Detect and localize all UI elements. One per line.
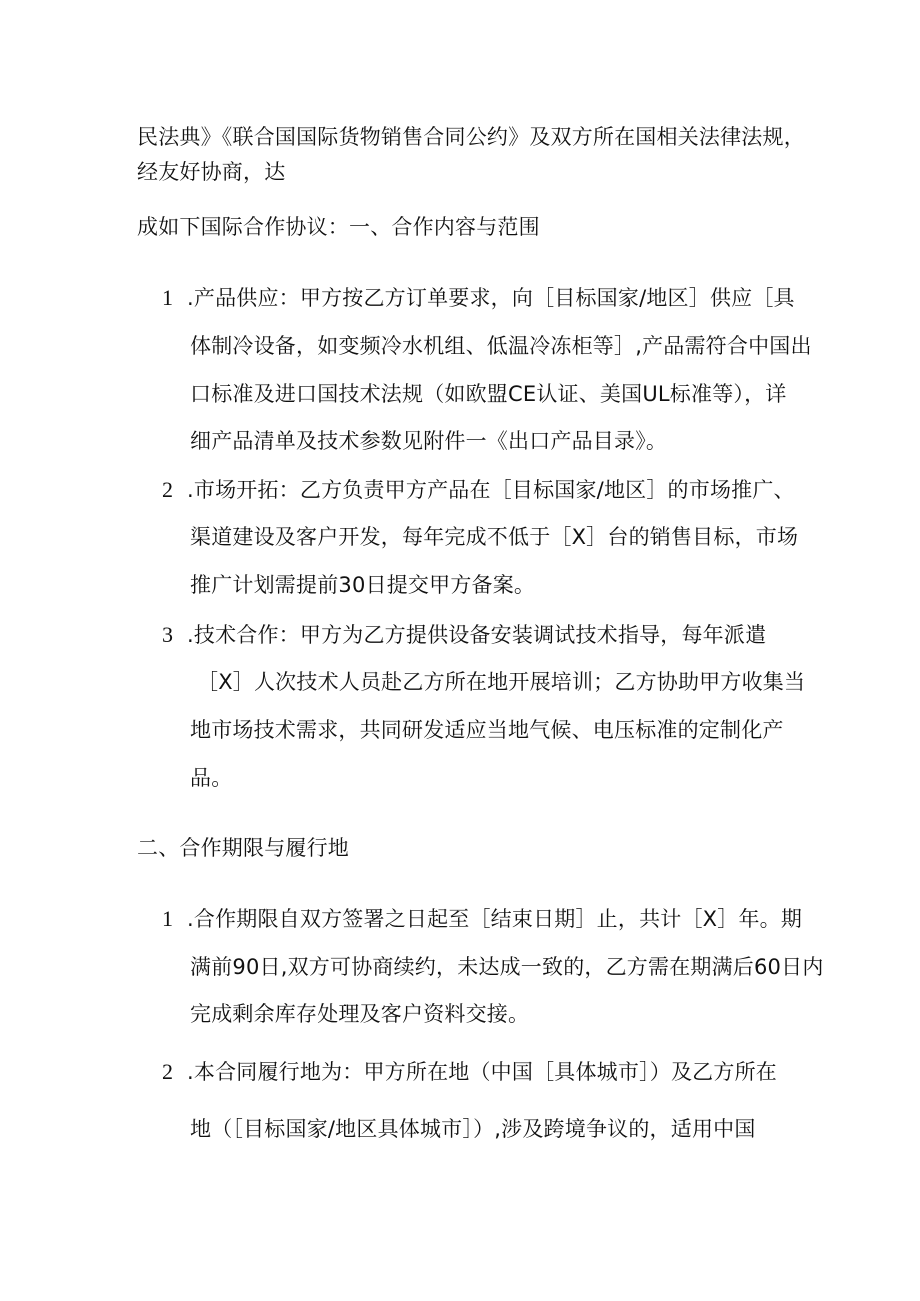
list-item-number: 1 — [162, 285, 173, 310]
section-heading: 二、合作期限与履行地 — [137, 836, 349, 860]
list-item-number: 3 — [162, 622, 173, 647]
intro-line-3: 成如下国际合作协议：一、合作内容与范围 — [137, 215, 540, 239]
list-item-line: .市场开拓：乙方负责甲方产品在［目标国家/地区］的市场推广、 — [187, 478, 795, 502]
list-item-line: 细产品清单及技术参数见附件一《出口产品目录》。 — [190, 429, 668, 453]
list-item-line: .产品供应：甲方按乙方订单要求，向［目标国家/地区］供应［具 — [187, 286, 795, 310]
list-item-line: 推广计划需提前30日提交甲方备案。 — [190, 573, 536, 597]
list-item-line: .技术合作：甲方为乙方提供设备安装调试技术指导，每年派遣 — [187, 623, 767, 647]
list-item-line: 体制冷设备，如变频冷水机组、低温冷冻柜等］,产品需符合中国出 — [190, 334, 812, 358]
list-item-number: 2 — [162, 1059, 173, 1084]
list-item-line: .本合同履行地为：甲方所在地（中国［具体城市］）及乙方所在 — [187, 1060, 777, 1084]
list-item-number: 2 — [162, 477, 173, 502]
list-item-line: 地（［目标国家/地区具体城市］）,涉及跨境争议的，适用中国 — [190, 1117, 756, 1141]
list-item-number: 1 — [162, 906, 173, 931]
list-item-line: 渠道建设及客户开发，每年完成不低于［X］台的销售目标，市场 — [190, 525, 799, 549]
list-item-line: 地市场技术需求，共同研发适应当地气候、电压标准的定制化产 — [190, 718, 784, 742]
list-item-line: 品。 — [190, 766, 233, 790]
intro-line-1: 民法典》《联合国国际货物销售合同公约》及双方所在国相关法律法规， — [137, 125, 805, 149]
list-item-line: .合作期限自双方签署之日起至［结束日期］止，共计［X］年。期 — [187, 907, 803, 931]
list-item-line: 满前90日,双方可协商续约，未达成一致的，乙方需在期满后60日内 — [190, 955, 824, 979]
list-item-line: ［X］人次技术人员赴乙方所在地开展培训；乙方协助甲方收集当 — [197, 670, 806, 694]
list-item-line: 完成剩余库存处理及客户资料交接。 — [190, 1002, 530, 1026]
list-item-line: 口标准及进口国技术法规（如欧盟CE认证、美国UL标准等），详 — [190, 382, 787, 406]
intro-line-2: 经友好协商，达 — [137, 160, 286, 184]
